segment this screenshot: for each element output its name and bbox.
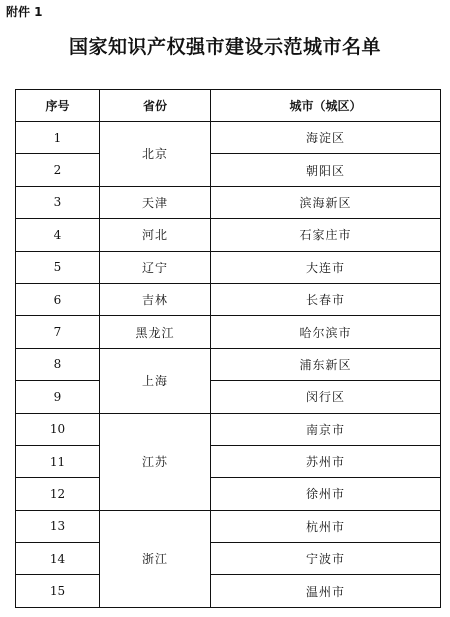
row-province: 吉林	[100, 283, 211, 315]
row-province: 黑龙江	[100, 316, 211, 348]
row-index: 8	[16, 348, 100, 380]
row-index: 5	[16, 251, 100, 283]
row-index: 2	[16, 154, 100, 186]
table-row	[16, 219, 441, 251]
city-list-table	[15, 89, 441, 608]
table-row	[16, 543, 441, 575]
table-row	[16, 348, 441, 380]
row-city: 杭州市	[211, 510, 441, 542]
row-province: 河北	[100, 219, 211, 251]
row-province: 上海	[100, 348, 211, 413]
table-row	[16, 283, 441, 315]
table-row	[16, 251, 441, 283]
row-index: 12	[16, 478, 100, 510]
table-row	[16, 186, 441, 218]
row-province: 江苏	[100, 413, 211, 510]
row-index: 6	[16, 283, 100, 315]
row-index: 11	[16, 445, 100, 477]
row-province: 浙江	[100, 510, 211, 607]
table-row	[16, 316, 441, 348]
row-index: 15	[16, 575, 100, 607]
header-index: 序号	[16, 90, 100, 122]
table-header-row	[16, 90, 441, 122]
table-row	[16, 445, 441, 477]
attachment-label: 附件 1	[6, 5, 43, 19]
table-row	[16, 510, 441, 542]
row-province: 北京	[100, 122, 211, 187]
table-row	[16, 122, 441, 154]
table-row	[16, 575, 441, 607]
row-city: 大连市	[211, 251, 441, 283]
table-row	[16, 154, 441, 186]
row-city: 温州市	[211, 575, 441, 607]
table-row	[16, 478, 441, 510]
row-city: 闵行区	[211, 381, 441, 413]
row-city: 朝阳区	[211, 154, 441, 186]
row-city: 哈尔滨市	[211, 316, 441, 348]
row-city: 南京市	[211, 413, 441, 445]
row-index: 9	[16, 381, 100, 413]
row-province: 辽宁	[100, 251, 211, 283]
row-city: 长春市	[211, 283, 441, 315]
row-index: 13	[16, 510, 100, 542]
row-city: 苏州市	[211, 445, 441, 477]
header-province: 省份	[100, 90, 211, 122]
row-index: 3	[16, 186, 100, 218]
table-row	[16, 413, 441, 445]
row-province: 天津	[100, 186, 211, 218]
row-index: 14	[16, 543, 100, 575]
row-index: 7	[16, 316, 100, 348]
row-city: 宁波市	[211, 543, 441, 575]
table-row	[16, 381, 441, 413]
header-city: 城市（城区）	[211, 90, 441, 122]
document-title: 国家知识产权强市建设示范城市名单	[68, 36, 381, 58]
row-index: 4	[16, 219, 100, 251]
row-index: 10	[16, 413, 100, 445]
row-city: 石家庄市	[211, 219, 441, 251]
row-city: 滨海新区	[211, 186, 441, 218]
row-city: 徐州市	[211, 478, 441, 510]
row-city: 浦东新区	[211, 348, 441, 380]
row-index: 1	[16, 122, 100, 154]
row-city: 海淀区	[211, 122, 441, 154]
